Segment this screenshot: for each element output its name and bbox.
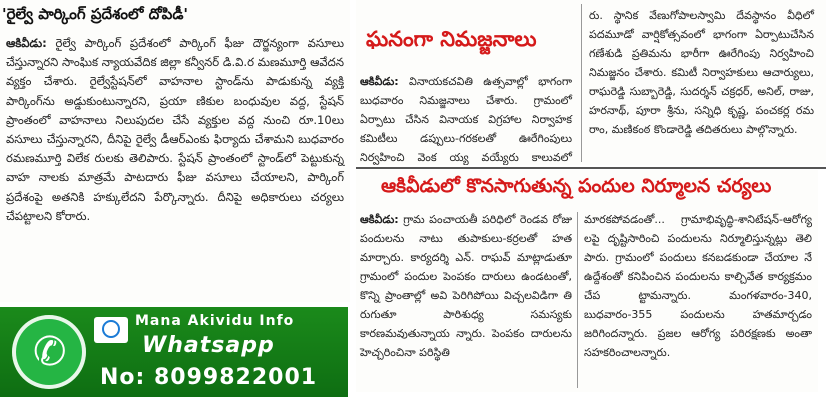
right-top-dateline: ఆకివీడు: [360, 75, 399, 88]
left-article-clipping [0, 0, 350, 302]
right-bottom-article-clipping [356, 170, 818, 392]
mana-akividu-logo [94, 317, 128, 343]
right-bottom-headline: ఆకివీడులో కొనసాగుతున్న పందుల నిర్మూలన చర్యలు [381, 175, 772, 197]
left-article-dateline: ఆకివీడు: [6, 36, 47, 50]
right-top-col1-text: వినాయకచవితి ఉత్సవాల్లో భాగంగా బుధవారం నిమజ్జనాలు చేశారు. గ్రామంలో ఏర్పాటు చేసిన వినాయక విగ్రహాల నిర్వాహక కమిటీలు డప్పులు-గరకలతో ఊరేగింపులు నిర్వహించి వెంక య్య వయ్యేరు కాలువలో [360, 75, 572, 164]
right-top-col2: రు. స్థానిక వేణుగోపాలస్వామి దేవస్థానం వీధిలో పదమూడో వార్షికోత్సవంలో భాగంగా ఏర్పాటుచేసిన గణేశుడి ప్రతిమను భారీగా ఊరేగింపు నిర్వహించి నిమజ్జనం చేశారు. కమిటీ నిర్వాహకులు ఆచార్యులు, రాఘరెడ్డి సుబ్బారెడ్డి, సుదర్శన్ చక్రధర్, అనిల్, రాజు, హరనాథ్, పూరా శ్రీను, సన్నిధి కృష్ణ, పంచకర్ల రమ రాం, మణికంఠ కొండారెడ్డి తదితరులు పాల్గొన్నారు. [589, 9, 814, 136]
whatsapp-banner[interactable] [0, 307, 348, 397]
right-bottom-dateline: ఆకివీడు: [360, 213, 399, 226]
article-separator [356, 167, 826, 169]
right-bottom-col2: మారకపోవడంతో... గ్రామాభివృద్ధి-శానిటేషన్-ఆరోగ్య లపై దృష్టిసారించి పందులను నిర్మూలిస్తున్నట్లు తెలి పారు. గ్రామంలో పందులు కనబడకుండా చేయాల నే ఉద్దేశంతో కనిపించిన పందులను కాల్చివేత కార్యక్రమం చేప ట్టామన్నారు. మంగళవారం-340, బుధవారం-355 పందులను హతమార్చడం జరిగిందన్నారు. ప్రజల ఆరోగ్య పరిరక్షణకు అంతా సహకరించాలన్నారు. [584, 213, 812, 359]
right-bottom-col1 [360, 210, 572, 390]
right-top-article-clipping [356, 0, 826, 165]
right-bottom-col1-text: గ్రామ పంచాయతీ పరిధిలో రెండవ రోజు పందులను నాటు తుపాకులు-కర్రలతో హత మార్చారు. కార్యదర్శి ఎన్. రాఘవ్ మాట్లాడుతూ గ్రామంలో పందుల పెంపకం దారులు ఉండటంతో, కొన్ని ప్రాంతాల్లో అవి పెరిగిపోయి విచ్చలవిడిగా తి రుగుతూ పారిశుధ్య సమస్యకు కారణమవుతున్నాయ న్నారు. పెంపకం దారులను హెచ్చరించినా పరిస్థితి [360, 213, 572, 359]
banner-title: Mana Akividu Info [135, 313, 295, 329]
banner-app-name: Whatsapp [142, 333, 275, 358]
whatsapp-icon: ✆ [12, 315, 86, 389]
left-article-headline: 'రైల్వే పార్కింగ్ ప్రదేశంలో దోపిడీ' [2, 5, 189, 23]
column-divider [581, 4, 582, 162]
right-top-col1 [360, 72, 572, 164]
left-article-body [6, 34, 344, 300]
column-divider [577, 212, 578, 388]
left-article-text: రైల్వే పార్కింగ్ ప్రదేశంలో పార్కింగ్ ఫీజు దౌర్జన్యంగా వసూలు చేస్తున్నారని సాంఘిక న్యాయవేదిక జిల్లా కన్వీనర్ డి.వి.ర మణమూర్తి ఆవేదన వ్యక్తం చేశారు. రైల్వేస్టేషన్‌లో వాహనాల స్టాండ్‌ను పాడుకున్న వ్యక్తి పార్కింగ్‌ను అడ్డుకుంటున్నారని, ప్రయా ణికుల బంధువుల వద్ద, స్టేషన్ ప్రాంతంలో వాహనాలు నిలుపుదల చేసే వ్యక్తుల వద్ద నుంచి రూ.10లు వసూలు చేస్తున్నారని, దీనిపై రైల్వే డీఆర్‌ఎంకు ఫిర్యాదు చేశామని బుధవారం రమణమూర్తి విలేక రులకు తెలిపారు. స్టేషన్ ప్రాంతంలో స్టాండ్‌లో పెట్టుకున్న వాహ నాలకు మాత్రమే పాటదారు ఫీజు వసూలు చేయాలని, పార్కింగ్ ప్రదేశంపై అతనికి హక్కులేదని పేర్కొన్నారు. దీనిపై అధికారులు చర్యలు చేపట్టాలని కోరారు. [6, 36, 344, 223]
right-top-headline: ఘనంగా నిమజ్జనాలు [366, 26, 537, 51]
banner-phone-number: No: 8099822001 [100, 365, 318, 390]
